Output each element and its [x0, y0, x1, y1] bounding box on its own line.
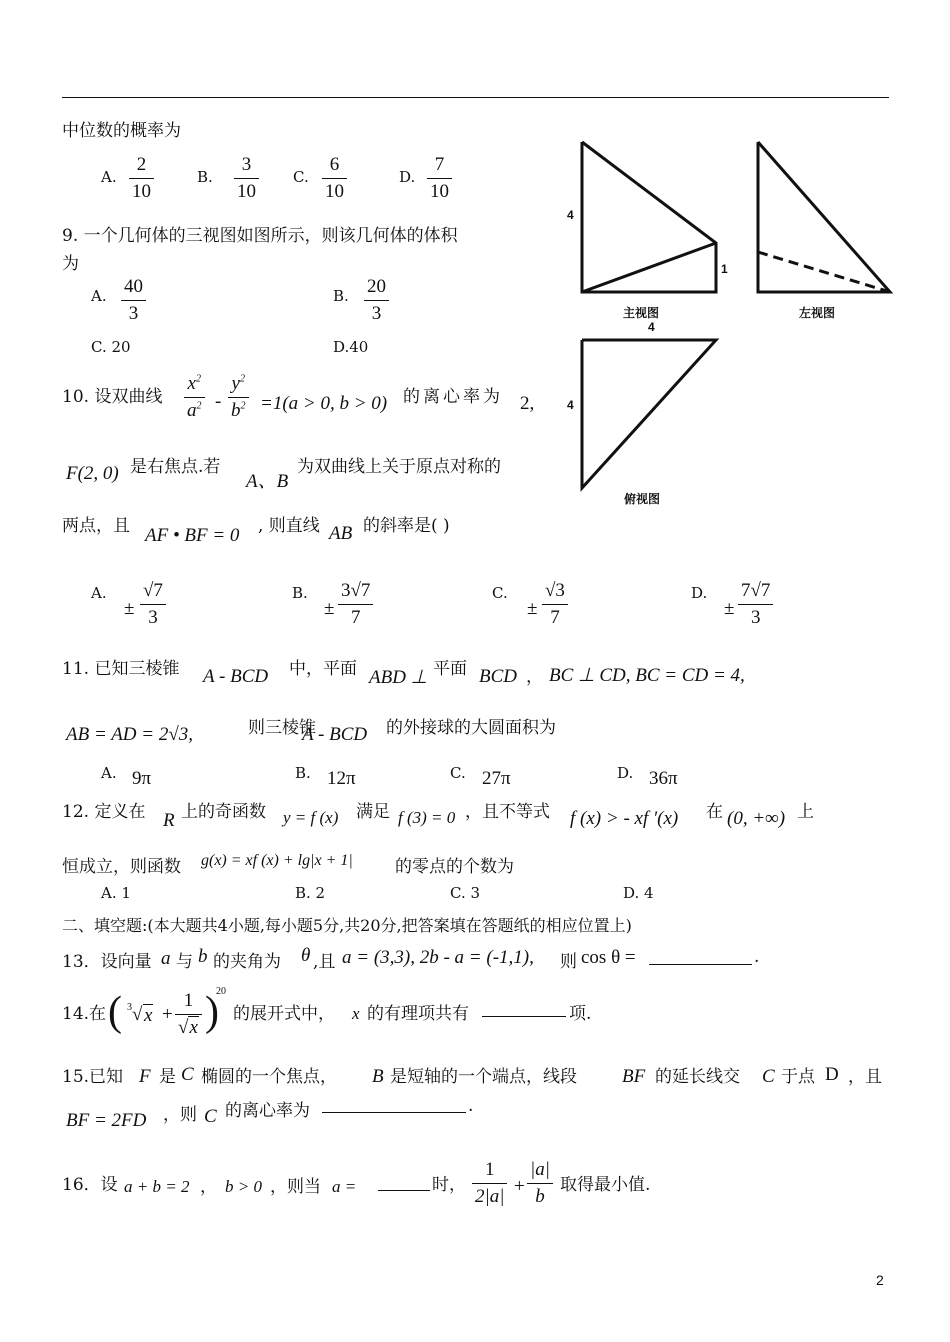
q10-text6: 的斜率是( )	[363, 516, 450, 536]
q13-m1: a = (3,3), 2b - a = (-1,1),	[342, 947, 534, 968]
q11-t2: 中，平面	[289, 659, 357, 679]
q9-opt-a-label: A.	[91, 287, 107, 305]
q8-opt-c-label: C.	[293, 168, 309, 186]
q10-focus: F(2, 0)	[66, 463, 119, 484]
q15-t6: 于点	[781, 1067, 815, 1087]
q14-t3: 的有理项共有	[367, 1004, 469, 1024]
q15-t7: ，且	[848, 1067, 882, 1087]
q12-t1: 12. 定义在	[62, 802, 146, 822]
q10-text2: 是右焦点.若	[130, 457, 221, 477]
q14-exponent: 20	[216, 986, 226, 997]
q12-m6: g(x) = xf (x) + lg|x + 1|	[201, 852, 353, 869]
q15-t9: 的离心率为	[225, 1101, 310, 1121]
side-caption: 左视图	[799, 306, 836, 320]
q16-frac-2: |a| b	[527, 1159, 553, 1208]
q10-ecc: 2,	[520, 393, 535, 414]
q13-a: a	[161, 948, 171, 969]
front-dim-right: 1	[721, 262, 728, 276]
q9-opt-d: D.40	[333, 338, 369, 356]
q15-D: D	[825, 1064, 839, 1085]
q12-t3: 满足	[356, 802, 390, 822]
q15-t8: ，则	[163, 1105, 197, 1125]
q11-m4: BC ⊥ CD, BC = CD = 4,	[549, 665, 745, 686]
section-2-heading: 二、填空题:(本大题共4小题,每小题5分,共20分,把答案填在答题纸的相应位置上)	[62, 916, 632, 935]
q15-t3: 椭圆的一个焦点，	[201, 1067, 337, 1087]
q15-B: B	[372, 1066, 384, 1087]
q10-text4: 两点，且	[62, 516, 130, 536]
q13-t2: 与	[176, 952, 193, 972]
q14-answer-blank[interactable]	[482, 998, 566, 1017]
q16-answer-blank[interactable]	[378, 1172, 430, 1191]
q11-t1: 11. 已知三棱锥	[62, 659, 180, 679]
q14-rparen: )	[205, 989, 219, 1035]
q12-opt-d: D. 4	[623, 884, 654, 902]
q8-opt-c: 6 10	[322, 154, 347, 203]
q10-opt-b: 3√7 7	[338, 580, 373, 629]
q11-t5: 则三棱锥	[248, 718, 316, 738]
q11-opt-d-label: D.	[617, 764, 634, 782]
q10-cond: AF • BF = 0	[145, 525, 240, 546]
q10-opt-b-pm: ±	[324, 598, 335, 619]
top-view	[582, 340, 716, 488]
q14-t2: 的展开式中，	[233, 1004, 335, 1024]
q16-t5: 取得最小值.	[560, 1175, 651, 1195]
q11-opt-b: 12π	[327, 768, 356, 789]
q10-eq-y-term: $y^2$ $b^2$	[228, 373, 249, 422]
q11-opt-a: 9π	[132, 768, 152, 789]
q9-opt-b: 20 3	[364, 276, 389, 325]
q15-C3: C	[204, 1106, 217, 1127]
q11-m2: ABD ⊥	[369, 667, 428, 688]
q15-end: .	[468, 1096, 474, 1116]
q12-m5: (0, +∞)	[727, 808, 786, 829]
q14-cbrt-sign: √	[132, 1004, 143, 1025]
front-dim-left: 4	[567, 208, 574, 222]
q12-m3: f (3) = 0	[398, 808, 456, 827]
q14-cbrt-index: 3	[127, 1002, 132, 1013]
q11-opt-a-label: A.	[101, 764, 117, 782]
q16-t4: 时，	[432, 1175, 466, 1195]
q12-t8: 的零点的个数为	[395, 857, 514, 877]
q10-opt-c-label: C.	[492, 584, 508, 602]
q15-answer-blank[interactable]	[322, 1094, 466, 1113]
q14-frac: 1 √x	[175, 990, 202, 1039]
page-number: 2	[876, 1272, 884, 1288]
q8-opt-d: 7 10	[427, 154, 452, 203]
q13-t3: 的夹角为	[213, 952, 281, 972]
q13-b: b	[198, 946, 208, 967]
q10-opt-a-pm: ±	[124, 598, 135, 619]
q10-line: AB	[329, 523, 353, 544]
q10-ab: A、B	[246, 471, 289, 492]
q8-opt-b-label: B.	[197, 168, 213, 186]
top-caption: 俯视图	[624, 492, 661, 506]
q15-t1: 15.已知	[62, 1067, 124, 1087]
q9-opt-b-label: B.	[333, 287, 349, 305]
q11-opt-c-label: C.	[450, 764, 466, 782]
q13-t4: ,且	[313, 952, 336, 972]
q10-opt-b-label: B.	[292, 584, 308, 602]
q10-opt-d-label: D.	[691, 584, 708, 602]
q9-stem: 9. 一个几何体的三视图如图所示，则该几何体的体积	[62, 226, 458, 246]
q11-t6: 的外接球的大圆面积为	[386, 718, 556, 738]
q11-m3: BCD	[479, 666, 517, 687]
q13-m2: cos θ =	[581, 947, 636, 968]
q14-t1: 14.在	[62, 1004, 107, 1024]
top-dim-left: 4	[567, 398, 574, 412]
q8-opt-a-label: A.	[101, 168, 117, 186]
q15-m1: BF = 2FD	[66, 1110, 147, 1131]
q14-plus: +	[162, 1004, 173, 1025]
q15-t2: 是	[159, 1067, 176, 1087]
three-view-drawing	[560, 130, 900, 510]
q15-BF: BF	[622, 1066, 646, 1087]
q10-opt-c: √3 7	[542, 580, 568, 629]
q10-opt-d: 7√7 3	[738, 580, 773, 629]
header-rule	[62, 97, 889, 98]
q10-opt-a-label: A.	[91, 584, 107, 602]
q10-eq-x-term: $x^2$ $a^2$	[184, 373, 205, 422]
q12-t5: 在	[706, 802, 723, 822]
q9-opt-c: C. 20	[91, 338, 131, 356]
q15-F: F	[139, 1066, 151, 1087]
q9-stem-2: 为	[62, 254, 79, 274]
q10-opt-d-pm: ±	[724, 598, 735, 619]
q15-C: C	[181, 1064, 194, 1085]
q13-t5: 则	[560, 952, 577, 972]
q11-t4: ，	[526, 667, 543, 687]
q13-end: .	[754, 947, 760, 967]
q16-t2: ，	[200, 1177, 217, 1197]
q9-opt-a: 40 3	[121, 276, 146, 325]
q13-t1: 13．设向量	[62, 952, 152, 972]
q8-tail: 中位数的概率为	[62, 121, 181, 141]
q12-t2: 上的奇函数	[181, 802, 266, 822]
q16-plus: +	[514, 1176, 525, 1197]
q15-C2: C	[762, 1066, 775, 1087]
top-dim-top: 4	[648, 320, 655, 334]
q16-t3: ，则当	[270, 1177, 321, 1197]
q12-opt-b: B. 2	[295, 884, 326, 902]
q11-t3: 平面	[433, 659, 467, 679]
q12-opt-a: A. 1	[101, 884, 131, 902]
q10-prefix: 10. 设双曲线	[62, 387, 163, 407]
q11-opt-b-label: B.	[295, 764, 311, 782]
q12-m2: y = f (x)	[283, 808, 339, 827]
side-view	[758, 142, 890, 292]
q12-m1: R	[163, 810, 175, 831]
q8-opt-a: 2 10	[129, 154, 154, 203]
q16-m3: a =	[332, 1177, 357, 1196]
q11-opt-c: 27π	[482, 768, 511, 789]
q10-text3: 为双曲线上关于原点对称的	[297, 457, 501, 477]
q12-t4: ，且不等式	[465, 802, 550, 822]
q8-opt-b: 3 10	[234, 154, 259, 203]
q12-opt-c: C. 3	[450, 884, 481, 902]
q14-lparen: (	[108, 989, 122, 1035]
q10-opt-a: √7 3	[140, 580, 166, 629]
q10-text1: 的离心率为	[403, 387, 503, 407]
q14-t4: 项.	[569, 1004, 592, 1024]
front-view	[582, 142, 716, 292]
q12-t6: 上	[797, 802, 814, 822]
q8-opt-d-label: D.	[399, 168, 416, 186]
q11-opt-d: 36π	[649, 768, 678, 789]
q10-eq-rest: =1(a > 0, b > 0)	[260, 393, 388, 414]
q13-theta: θ	[301, 945, 311, 966]
q15-t4: 是短轴的一个端点，线段	[390, 1067, 577, 1087]
q13-answer-blank[interactable]	[649, 946, 752, 965]
q16-t1: 16．设	[62, 1175, 118, 1195]
q11-m1: A - BCD	[203, 666, 269, 687]
q10-text5: , 则直线	[258, 516, 320, 536]
front-caption: 主视图	[623, 306, 660, 320]
q10-opt-c-pm: ±	[527, 598, 538, 619]
q14-cbrt-x: x	[144, 1005, 153, 1026]
q14-var: x	[352, 1004, 360, 1023]
q15-t5: 的延长线交	[655, 1067, 740, 1087]
q12-m4: f (x) > - xf ′(x)	[570, 808, 679, 829]
q16-m1: a + b = 2	[124, 1177, 190, 1196]
q12-t7: 恒成立，则函数	[62, 857, 181, 877]
q16-frac-1: 1 2|a|	[472, 1159, 507, 1208]
q16-m2: b > 0	[225, 1177, 262, 1196]
q11-m5: AB = AD = 2√3,	[66, 724, 194, 745]
q11-m6: A - BCD	[302, 724, 368, 745]
